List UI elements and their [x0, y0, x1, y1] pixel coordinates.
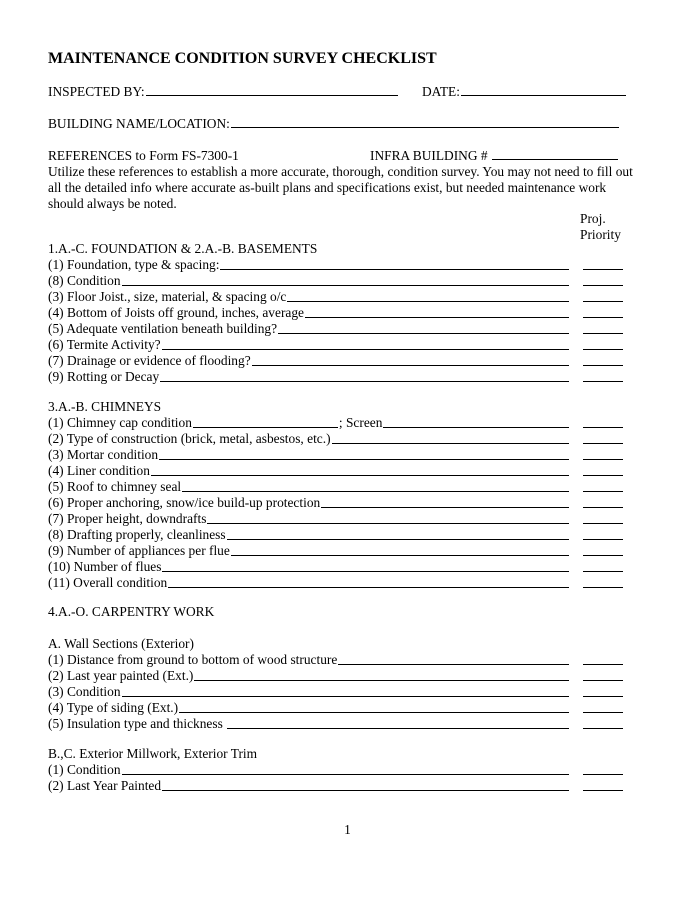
priority-line[interactable]: [583, 539, 623, 540]
answer-line[interactable]: [182, 491, 569, 492]
date-field[interactable]: [461, 95, 626, 96]
priority-line[interactable]: [583, 475, 623, 476]
page-number: 1: [344, 822, 351, 837]
priority-line[interactable]: [583, 728, 623, 729]
checklist-row: [48, 431, 623, 447]
checklist-row: [48, 479, 623, 495]
checklist-row: [48, 543, 623, 559]
priority-line[interactable]: [583, 459, 623, 460]
answer-line[interactable]: [207, 523, 569, 524]
date-label: DATE:: [422, 84, 460, 99]
item-label: (2) Type of construction (brick, metal, asbestos, etc.): [48, 431, 331, 446]
priority-line[interactable]: [583, 587, 623, 588]
wall-sections-heading: A. Wall Sections (Exterior): [48, 636, 194, 651]
item-label: (4) Liner condition: [48, 463, 150, 478]
item-label: (5) Roof to chimney seal: [48, 479, 182, 494]
checklist-row: [48, 337, 623, 353]
answer-line[interactable]: [162, 349, 569, 350]
item-label: (6) Proper anchoring, snow/ice build-up protection: [48, 495, 321, 510]
priority-line[interactable]: [583, 349, 623, 350]
priority-line[interactable]: [583, 680, 623, 681]
item-label: (3) Condition: [48, 684, 121, 699]
item-label: (5) Adequate ventilation beneath building?: [48, 321, 278, 336]
priority-line[interactable]: [583, 712, 623, 713]
checklist-row: [48, 495, 623, 511]
checklist-row: [48, 511, 623, 527]
item-label: (1) Chimney cap condition: [48, 415, 192, 430]
checklist-row: [48, 684, 623, 700]
priority-line[interactable]: [583, 317, 623, 318]
checklist-row: [48, 778, 623, 794]
answer-line[interactable]: [162, 790, 569, 791]
proj-label: Proj.: [580, 211, 606, 226]
item-label: (6) Termite Activity?: [48, 337, 161, 352]
item-label: (1) Foundation, type & spacing:: [48, 257, 220, 272]
checklist-row: [48, 463, 623, 479]
infra-building-label: INFRA BUILDING #: [370, 148, 488, 163]
answer-line[interactable]: [231, 555, 569, 556]
item-label: (4) Bottom of Joists off ground, inches, average: [48, 305, 304, 320]
checklist-row: [48, 369, 623, 385]
answer-line[interactable]: [160, 381, 569, 382]
priority-line[interactable]: [583, 365, 623, 366]
item-label: (10) Number of flues: [48, 559, 162, 574]
answer-line[interactable]: [227, 539, 569, 540]
item-label: (2) Last year painted (Ext.): [48, 668, 194, 683]
answer-line[interactable]: [168, 587, 569, 588]
checklist-row: [48, 762, 623, 778]
item-label: (8) Condition: [48, 273, 121, 288]
building-label: BUILDING NAME/LOCATION:: [48, 116, 230, 131]
item-label: (7) Drainage or evidence of flooding?: [48, 353, 251, 368]
answer-line[interactable]: [321, 507, 569, 508]
priority-line[interactable]: [583, 774, 623, 775]
answer-line[interactable]: [179, 712, 569, 713]
instructions-text: Utilize these references to establish a more accurate, thorough, condition survey. You may not need to fill out all the detailed info where accurate as-built plans and specifications exist, but needed maintenance work should always be noted.: [48, 164, 633, 211]
item-label: (11) Overall condition: [48, 575, 168, 590]
priority-line[interactable]: [583, 523, 623, 524]
answer-line[interactable]: [162, 571, 569, 572]
answer-line[interactable]: [194, 680, 569, 681]
item-label: (5) Insulation type and thickness: [48, 716, 227, 731]
cap-condition-line[interactable]: [193, 427, 338, 428]
checklist-row: [48, 527, 623, 543]
infra-building-field[interactable]: [492, 159, 618, 160]
checklist-row: [48, 257, 623, 273]
inspected-by-label: INSPECTED BY:: [48, 84, 145, 99]
answer-line[interactable]: [122, 696, 569, 697]
answer-line[interactable]: [220, 269, 569, 270]
building-row: [48, 116, 619, 132]
item-label: (9) Number of appliances per flue: [48, 543, 230, 558]
priority-line[interactable]: [583, 664, 623, 665]
item-label: (2) Last Year Painted: [48, 778, 162, 793]
answer-line[interactable]: [332, 443, 569, 444]
item-label: (8) Drafting properly, cleanliness: [48, 527, 226, 542]
checklist-row: [48, 652, 623, 668]
answer-line[interactable]: [287, 301, 569, 302]
chimneys-heading: 3.A.-B. CHIMNEYS: [48, 399, 162, 414]
priority-line[interactable]: [583, 555, 623, 556]
priority-line[interactable]: [583, 790, 623, 791]
priority-line[interactable]: [583, 333, 623, 334]
checklist-row: [48, 273, 623, 289]
millwork-heading: B.,C. Exterior Millwork, Exterior Trim: [48, 746, 258, 761]
references-label: REFERENCES to Form FS-7300-1: [48, 148, 239, 163]
priority-line[interactable]: [583, 507, 623, 508]
answer-line[interactable]: [338, 664, 569, 665]
building-field[interactable]: [231, 127, 619, 128]
inspected-by-row: [48, 84, 398, 100]
checklist-row: [48, 305, 623, 321]
priority-label: Priority: [580, 227, 621, 242]
foundation-heading: 1.A.-C. FOUNDATION & 2.A.-B. BASEMENTS: [48, 241, 318, 256]
item-label: (7) Proper height, downdrafts: [48, 511, 207, 526]
answer-line[interactable]: [278, 333, 569, 334]
checklist-row: [48, 353, 623, 369]
priority-line[interactable]: [583, 269, 623, 270]
screen-line[interactable]: [383, 427, 569, 428]
answer-line[interactable]: [305, 317, 569, 318]
carpentry-heading: 4.A.-O. CARPENTRY WORK: [48, 604, 215, 619]
item-label: (4) Type of siding (Ext.): [48, 700, 179, 715]
item-label: (1) Condition: [48, 762, 121, 777]
answer-line[interactable]: [151, 475, 569, 476]
item-label: (1) Distance from ground to bottom of wood structure: [48, 652, 338, 667]
priority-line[interactable]: [583, 381, 623, 382]
answer-line[interactable]: [227, 728, 569, 729]
priority-line[interactable]: [583, 427, 623, 428]
inspected-by-field[interactable]: [146, 95, 398, 96]
item-label: (3) Floor Joist., size, material, & spacing o/c: [48, 289, 287, 304]
checklist-row: [48, 716, 623, 732]
priority-line[interactable]: [583, 285, 623, 286]
priority-line[interactable]: [583, 443, 623, 444]
screen-label: ; Screen: [338, 415, 383, 430]
priority-line[interactable]: [583, 301, 623, 302]
answer-line[interactable]: [122, 774, 569, 775]
checklist-row: [48, 668, 623, 684]
item-label: (3) Mortar condition: [48, 447, 159, 462]
checklist-row: [48, 700, 623, 716]
answer-line[interactable]: [122, 285, 569, 286]
checklist-row: [48, 559, 623, 575]
priority-line[interactable]: [583, 571, 623, 572]
checklist-row: [48, 415, 623, 431]
priority-line[interactable]: [583, 491, 623, 492]
answer-line[interactable]: [159, 459, 569, 460]
page-title: MAINTENANCE CONDITION SURVEY CHECKLIST: [48, 50, 437, 67]
answer-line[interactable]: [252, 365, 569, 366]
checklist-row: [48, 575, 623, 591]
priority-line[interactable]: [583, 696, 623, 697]
checklist-row: [48, 321, 623, 337]
date-row: [422, 84, 626, 100]
checklist-row: [48, 289, 623, 305]
checklist-row: [48, 447, 623, 463]
item-label: (9) Rotting or Decay: [48, 369, 160, 384]
infra-building-row: [370, 148, 618, 164]
